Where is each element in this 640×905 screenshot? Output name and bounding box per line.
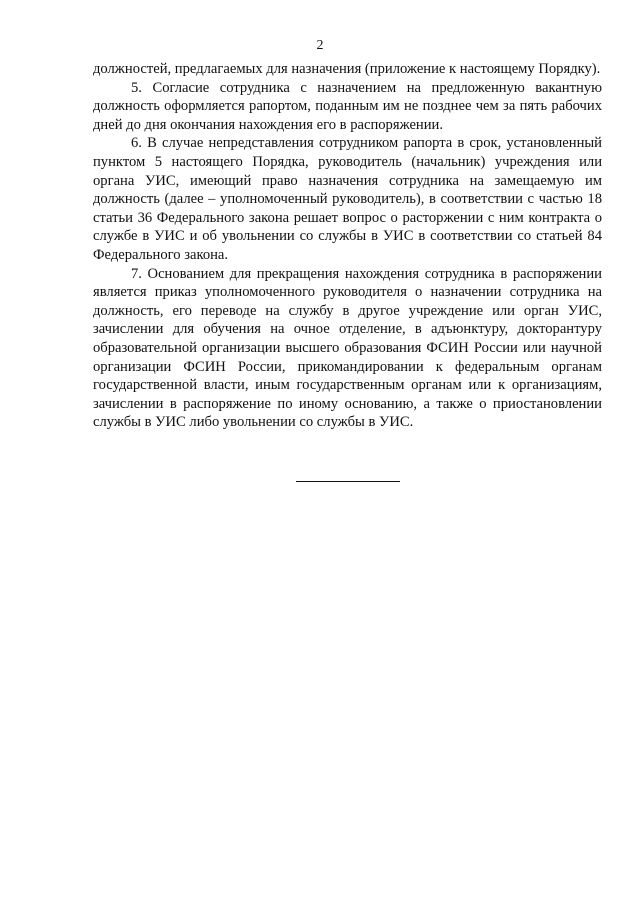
paragraph-item-5: 5. Согласие сотрудника с назначением на предложенную вакантную должность оформляется рапортом, поданным им не позднее чем за пять рабочих дней до дня окончания нахождения его в распоряжении. [93,79,602,133]
paragraph-item-6: 6. В случае непредставления сотрудником рапорта в срок, установленный пунктом 5 настоящего Порядка, руководитель (начальник) учреждения или органа УИС, имеющий право назначения сотрудника на замещаемую им должность (далее – уполномоченный руководитель), в соответствии с частью 18 статьи 36 Федерального закона решает вопрос о расторжении с ним контракта о службе в УИС и об увольнении со службы в УИС в соответствии со статьей 84 Федерального закона. [93,135,602,263]
paragraph-continuation: должностей, предлагаемых для назначения (приложение к настоящему Порядку). [93,61,601,77]
page-number: 2 [316,38,324,53]
end-divider-line [296,481,400,482]
paragraph-item-7: 7. Основанием для прекращения нахождения сотрудника в распоряжении является приказ уполномоченного руководителя о назначении сотрудника на должность, его переводе на службу в другое учреждение или орган УИС, зачислении для обучения на очное отделение, в адъюнктуру, докторантуру образовательной организации высшего образования ФСИН России или научной организации ФСИН России, прикомандировании к федеральным органам государственной власти, иным государственным органам или к организациям, зачислении в распоряжение по иному основанию, а также о приостановлении службы в УИС либо увольнении со службы в УИС. [93,265,602,431]
document-body [93,60,602,432]
